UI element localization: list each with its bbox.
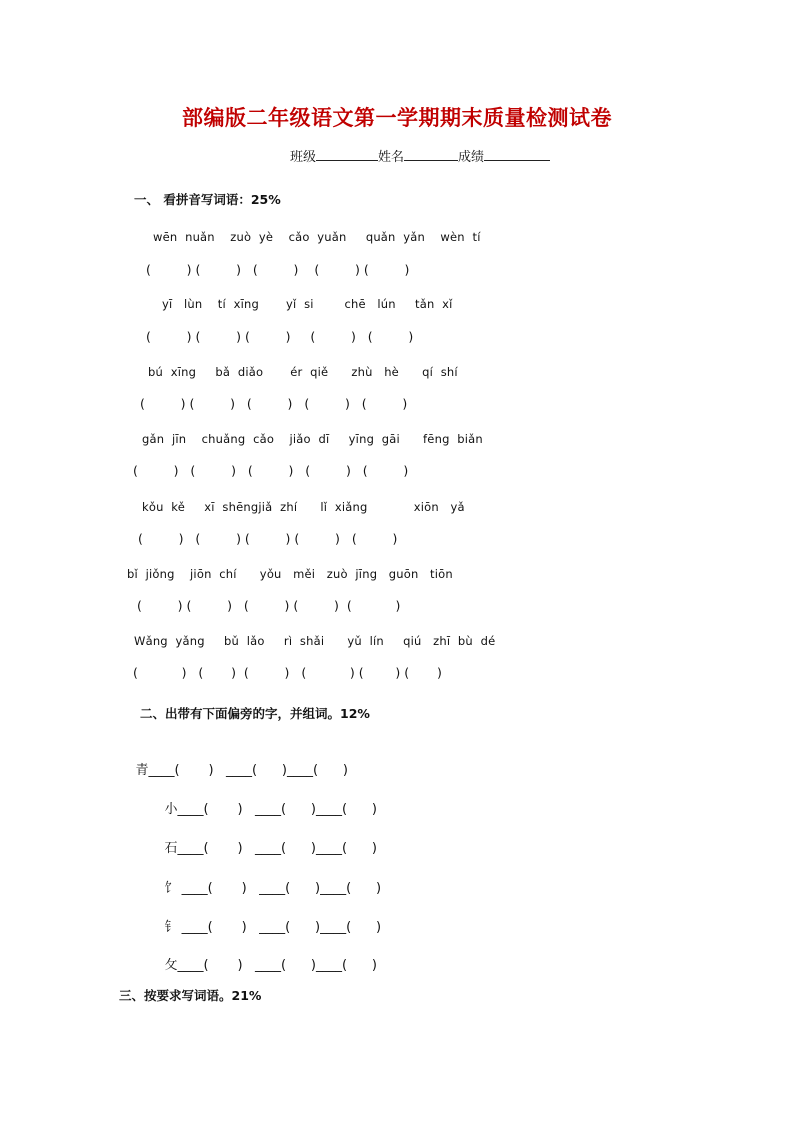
section3-heading: 三、按要求写词语。21% bbox=[119, 988, 262, 1003]
radical-row bbox=[148, 939, 377, 988]
pinyin-row: yī lùn tí xīng yǐ si chē lún tǎn xǐ bbox=[162, 297, 453, 311]
radical-answer-blanks[interactable]: ____( ) ____( )____( ) bbox=[177, 802, 377, 817]
pinyin-row: kǒu kě xī shēngjiǎ zhí lǐ xiǎng xiōn yǎ bbox=[142, 500, 465, 514]
section2-heading: 二、出带有下面偏旁的字，并组词。12% bbox=[140, 706, 370, 721]
answer-parens-row[interactable]: ( ) ( ) ( ) ( ) ( ) bbox=[146, 329, 414, 344]
name-label: 姓名 bbox=[378, 150, 405, 165]
section1-heading: 一、 看拼音写词语：25% bbox=[134, 192, 281, 207]
answer-parens-row[interactable]: ( ) ( ) ( ) ( ) ( ) bbox=[138, 531, 398, 546]
radical-char: 钅 bbox=[164, 920, 178, 935]
radical-char: 小 bbox=[164, 802, 178, 817]
answer-parens-row[interactable]: ( ) ( ) ( ) ( ) ( ) bbox=[133, 463, 409, 478]
class-blank[interactable] bbox=[316, 147, 378, 161]
radical-answer-blanks[interactable]: ____( ) ____( )____( ) bbox=[177, 841, 377, 856]
pinyin-row: bǐ jiǒng jiōn chí yǒu měi zuò jīng guōn tiōn bbox=[127, 567, 453, 581]
radical-char: 石 bbox=[164, 841, 178, 856]
name-blank[interactable] bbox=[404, 147, 458, 161]
exam-title: 部编版二年级语文第一学期期末质量检测试卷 bbox=[182, 106, 612, 130]
score-blank[interactable] bbox=[484, 147, 550, 161]
radical-answer-blanks[interactable]: ____( ) ____( )____( ) bbox=[177, 958, 377, 973]
radical-char: 青 bbox=[135, 763, 149, 778]
student-info-line bbox=[290, 146, 550, 165]
class-label: 班级 bbox=[290, 150, 317, 165]
radical-char: 饣 bbox=[164, 881, 178, 896]
pinyin-row: bú xīng bǎ diǎo ér qiě zhù hè qí shí bbox=[148, 365, 458, 379]
pinyin-row: gǎn jīn chuǎng cǎo jiǎo dī yīng gāi fēng biǎn bbox=[142, 432, 483, 446]
score-label: 成绩 bbox=[458, 150, 485, 165]
answer-parens-row[interactable]: ( ) ( ) ( ) ( ) ( ) bbox=[137, 598, 401, 613]
radical-answer-blanks[interactable]: ____( ) ____( )____( ) bbox=[177, 920, 382, 935]
pinyin-row: Wǎng yǎng bǔ lǎo rì shǎi yǔ lín qiú zhī bù dé bbox=[134, 634, 496, 648]
answer-parens-row[interactable]: ( ) ( ) ( ) ( ) ( ) bbox=[146, 262, 410, 277]
pinyin-row: wēn nuǎn zuò yè cǎo yuǎn quǎn yǎn wèn tí bbox=[153, 230, 481, 244]
radical-answer-blanks[interactable]: ____( ) ____( )____( ) bbox=[148, 763, 348, 778]
radical-answer-blanks[interactable]: ____( ) ____( )____( ) bbox=[177, 881, 382, 896]
answer-parens-row[interactable]: ( ) ( ) ( ) ( ) ( ) ( ) bbox=[133, 665, 442, 680]
answer-parens-row[interactable]: ( ) ( ) ( ) ( ) ( ) bbox=[140, 396, 408, 411]
radical-char: 攵 bbox=[164, 958, 178, 973]
